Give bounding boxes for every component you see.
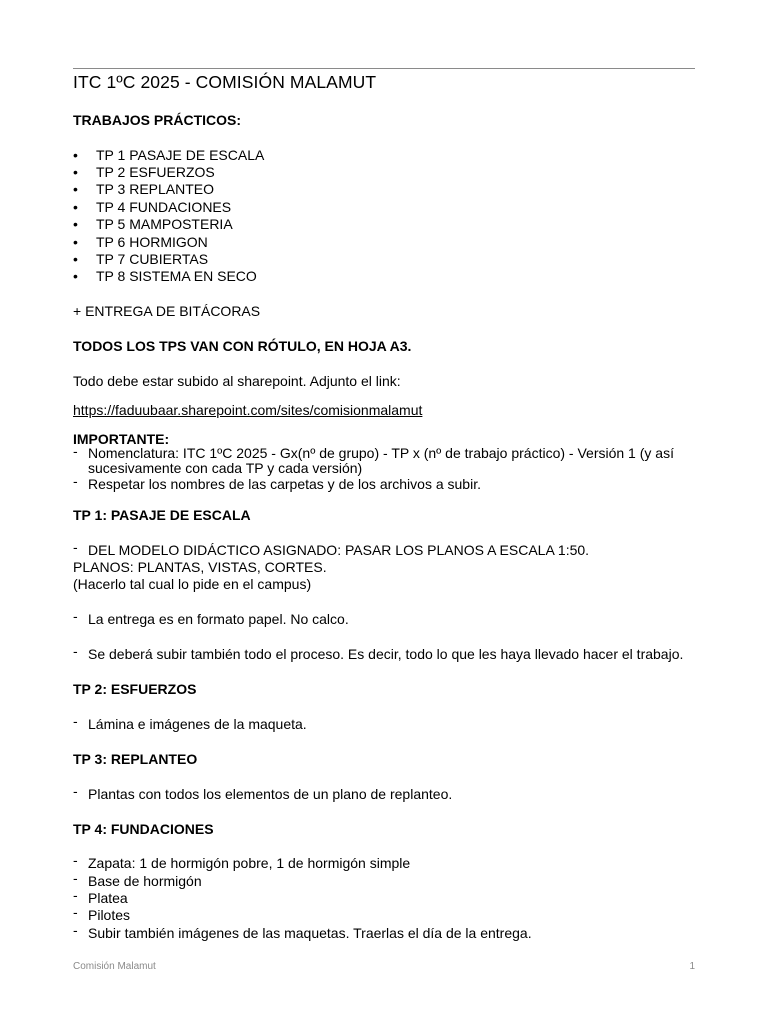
- dash-icon: -: [73, 643, 78, 659]
- bullet-icon: •: [73, 251, 78, 267]
- tp-list-item-label: TP 8 SISTEMA EN SECO: [96, 268, 257, 284]
- page-title: ITC 1ºC 2025 - COMISIÓN MALAMUT: [73, 72, 377, 92]
- dash-icon: -: [73, 904, 78, 920]
- tp3-item-text: Plantas con todos los elementos de un plano de replanteo.: [88, 786, 453, 802]
- dash-icon: -: [73, 852, 78, 868]
- tp4-item-text: Platea: [88, 890, 128, 906]
- trabajos-heading: TRABAJOS PRÁCTICOS:: [73, 112, 242, 128]
- dash-icon: -: [73, 887, 78, 903]
- bullet-icon: •: [73, 216, 78, 232]
- tp-list-item-label: TP 1 PASAJE DE ESCALA: [96, 147, 265, 163]
- dash-icon: -: [73, 539, 78, 555]
- dash-icon: -: [73, 443, 78, 459]
- tp1-item-text: La entrega es en formato papel. No calco.: [88, 611, 349, 627]
- document-page: [73, 0, 695, 1024]
- bullet-icon: •: [73, 199, 78, 215]
- dash-icon: -: [73, 783, 78, 799]
- dash-icon: -: [73, 870, 78, 886]
- bullet-icon: •: [73, 268, 78, 284]
- tp-list-item-label: TP 5 MAMPOSTERIA: [96, 216, 233, 232]
- tp-list-item-label: TP 7 CUBIERTAS: [96, 251, 209, 267]
- tp1-planos: PLANOS: PLANTAS, VISTAS, CORTES.: [73, 559, 327, 575]
- page-number: 1: [689, 961, 695, 972]
- sharepoint-link[interactable]: https://faduubaar.sharepoint.com/sites/comisionmalamut: [73, 402, 423, 418]
- bullet-icon: •: [73, 234, 78, 250]
- tp-list-item-label: TP 2 ESFUERZOS: [96, 164, 215, 180]
- tp2-heading: TP 2: ESFUERZOS: [73, 681, 197, 697]
- footer-left: Comisión Malamut: [73, 961, 156, 972]
- tp-list-item-label: TP 6 HORMIGON: [96, 234, 208, 250]
- dash-icon: -: [73, 922, 78, 938]
- tp1-heading: TP 1: PASAJE DE ESCALA: [73, 507, 251, 523]
- entrega-bitacoras: + ENTREGA DE BITÁCORAS: [73, 303, 261, 319]
- sharepoint-text: Todo debe estar subido al sharepoint. Adjunto el link:: [73, 373, 401, 389]
- dash-icon: -: [73, 713, 78, 729]
- bullet-icon: •: [73, 147, 78, 163]
- tp2-item-text: Lámina e imágenes de la maqueta.: [88, 716, 307, 732]
- tp1-campus-note: (Hacerlo tal cual lo pide en el campus): [73, 576, 312, 592]
- tp-list-item-label: TP 3 REPLANTEO: [96, 181, 215, 197]
- tp4-item-text: Zapata: 1 de hormigón pobre, 1 de hormigón simple: [88, 855, 411, 871]
- dash-icon: -: [73, 608, 78, 624]
- tp4-heading: TP 4: FUNDACIONES: [73, 821, 214, 837]
- dash-icon: -: [73, 473, 78, 489]
- tp3-heading: TP 3: REPLANTEO: [73, 751, 198, 767]
- tp1-item-text: Se deberá subir también todo el proceso. Es decir, todo lo que les haya llevado hacer el trabajo.: [88, 646, 684, 662]
- tp1-item-text: DEL MODELO DIDÁCTICO ASIGNADO: PASAR LOS PLANOS A ESCALA 1:50.: [88, 542, 590, 558]
- bullet-icon: •: [73, 181, 78, 197]
- rotulo-notice: TODOS LOS TPS VAN CON RÓTULO, EN HOJA A3.: [73, 338, 412, 354]
- importante-item-text: Respetar los nombres de las carpetas y de los archivos a subir.: [88, 476, 481, 492]
- tp4-item-text: Pilotes: [88, 907, 131, 923]
- bullet-icon: •: [73, 164, 78, 180]
- header-rule: [73, 68, 695, 69]
- importante-item-text: Nomenclatura: ITC 1ºC 2025 - Gx(nº de grupo) - TP x (nº de trabajo práctico) - Versión 1 (y así sucesivamente con cada TP y cada versión): [88, 445, 674, 476]
- tp4-item-text: Base de hormigón: [88, 873, 202, 889]
- tp4-item-text: Subir también imágenes de las maquetas. Traerlas el día de la entrega.: [88, 925, 532, 941]
- importante-heading: IMPORTANTE:: [73, 431, 170, 447]
- tp-list-item-label: TP 4 FUNDACIONES: [96, 199, 232, 215]
